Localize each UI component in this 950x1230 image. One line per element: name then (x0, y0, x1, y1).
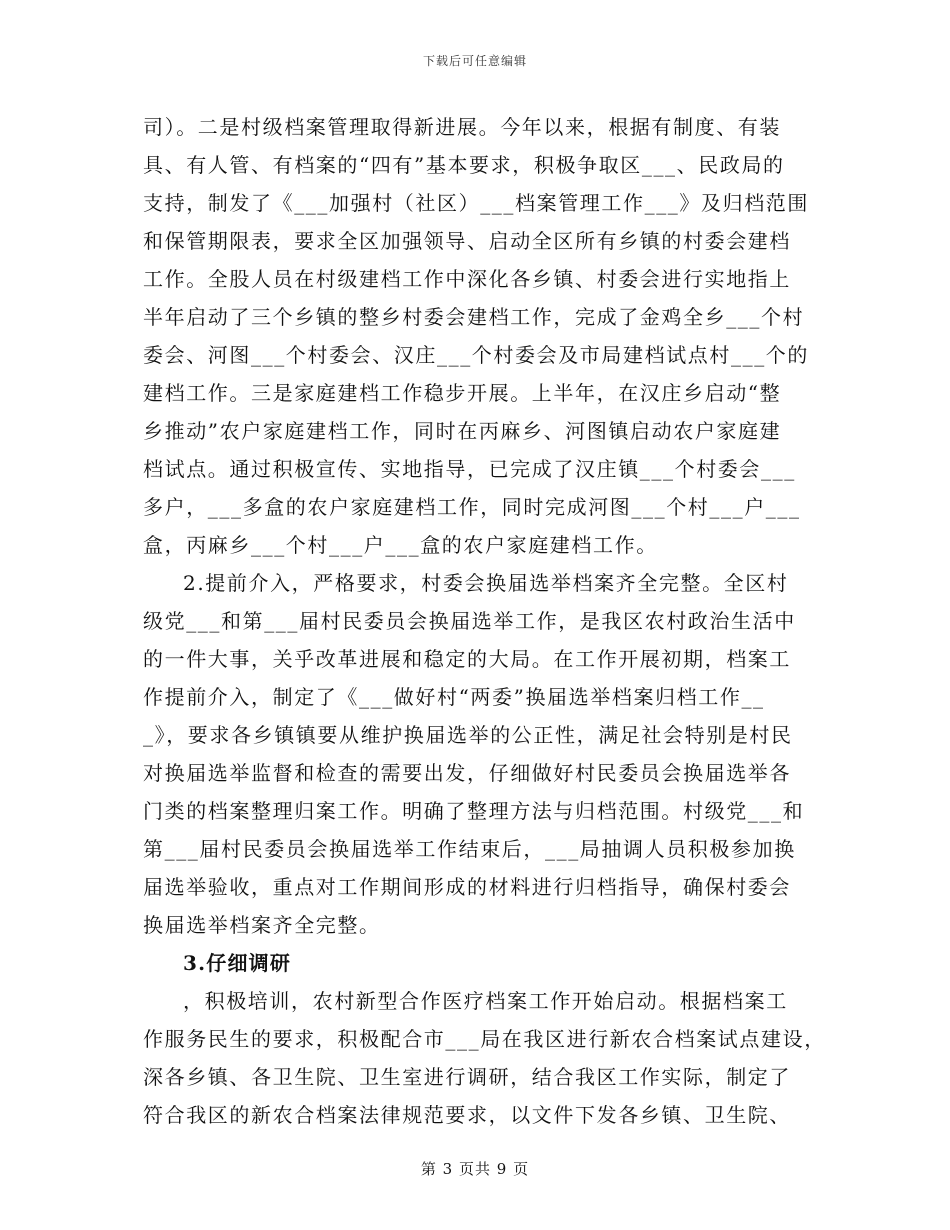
body-line: 建档工作。三是家庭建档工作稳步开展。上半年，在汉庄乡启动“整 (143, 381, 782, 405)
body-line: 支持，制发了《___加强村（社区）___档案管理工作___》及归档范围 (143, 191, 809, 215)
body-line: 符合我区的新农合档案法律规范要求，以文件下发各乡镇、卫生院、 (143, 1103, 791, 1127)
body-line: 工作。全股人员在村级建档工作中深化各乡镇、村委会进行实地指上 (143, 267, 791, 291)
body-line: _》，要求各乡镇镇要从维护换届选举的公正性，满足社会特别是村民 (143, 723, 793, 747)
body-line: 对换届选举监督和检查的需要出发，仔细做好村民委员会换届选举各 (143, 761, 791, 785)
page-number: 第 3 页共 9 页 (420, 1160, 530, 1178)
body-line: 级党___和第___届村民委员会换届选举工作，是我区农村政治生活中 (143, 609, 796, 633)
body-line: 深各乡镇、各卫生院、卫生室进行调研，结合我区工作实际，制定了 (143, 1065, 791, 1089)
body-line: 具、有人管、有档案的“四有”基本要求，积极争取区___、民政局的 (143, 153, 785, 177)
body-line: 2.提前介入，严格要求，村委会换届选举档案齐全完整。全区村 (183, 571, 789, 595)
body-line: ，积极培训，农村新型合作医疗档案工作开始启动。根据档案工 (183, 989, 788, 1013)
body-line: 多户，___多盒的农户家庭建档工作，同时完成河图___个村___户___ (143, 495, 801, 519)
body-line: 作提前介入，制定了《___做好村“两委”换届选举档案归档工作__ (143, 685, 765, 709)
body-line: 和保管期限表，要求全区加强领导、启动全区所有乡镇的村委会建档 (143, 229, 791, 253)
body-line: 作服务民生的要求，积极配合市___局在我区进行新农合档案试点建设， (143, 1027, 826, 1051)
body-line: 档试点。通过积极宣传、实地指导，已完成了汉庄镇___个村委会___ (143, 457, 796, 481)
body-line: 的一件大事，关乎改革进展和稳定的大局。在工作开展初期，档案工 (143, 647, 791, 671)
body-line: 第___届村民委员会换届选举工作结束后，___局抽调人员积极参加换 (143, 837, 796, 861)
section-heading: 3.仔细调研 (183, 951, 292, 975)
body-line: 盒，丙麻乡___个村___户___盒的农户家庭建档工作。 (143, 533, 658, 557)
body-line: 门类的档案整理归案工作。明确了整理方法与归档范围。村级党___和 (143, 799, 805, 823)
header-note: 下载后可任意编辑 (422, 54, 527, 68)
body-line: 换届选举档案齐全完整。 (143, 913, 381, 937)
body-line: 半年启动了三个乡镇的整乡村委会建档工作，完成了金鸡全乡___个村 (143, 305, 805, 329)
body-line: 乡推动”农户家庭建档工作，同时在丙麻乡、河图镇启动农户家庭建 (143, 419, 782, 443)
body-line: 委会、河图___个村委会、汉庄___个村委会及市局建档试点村___个的 (143, 343, 809, 367)
body-line: 届选举验收，重点对工作期间形成的材料进行归档指导，确保村委会 (143, 875, 791, 899)
document-body (143, 108, 826, 1134)
body-line: 司）。二是村级档案管理取得新进展。今年以来，根据有制度、有装 (143, 115, 781, 139)
